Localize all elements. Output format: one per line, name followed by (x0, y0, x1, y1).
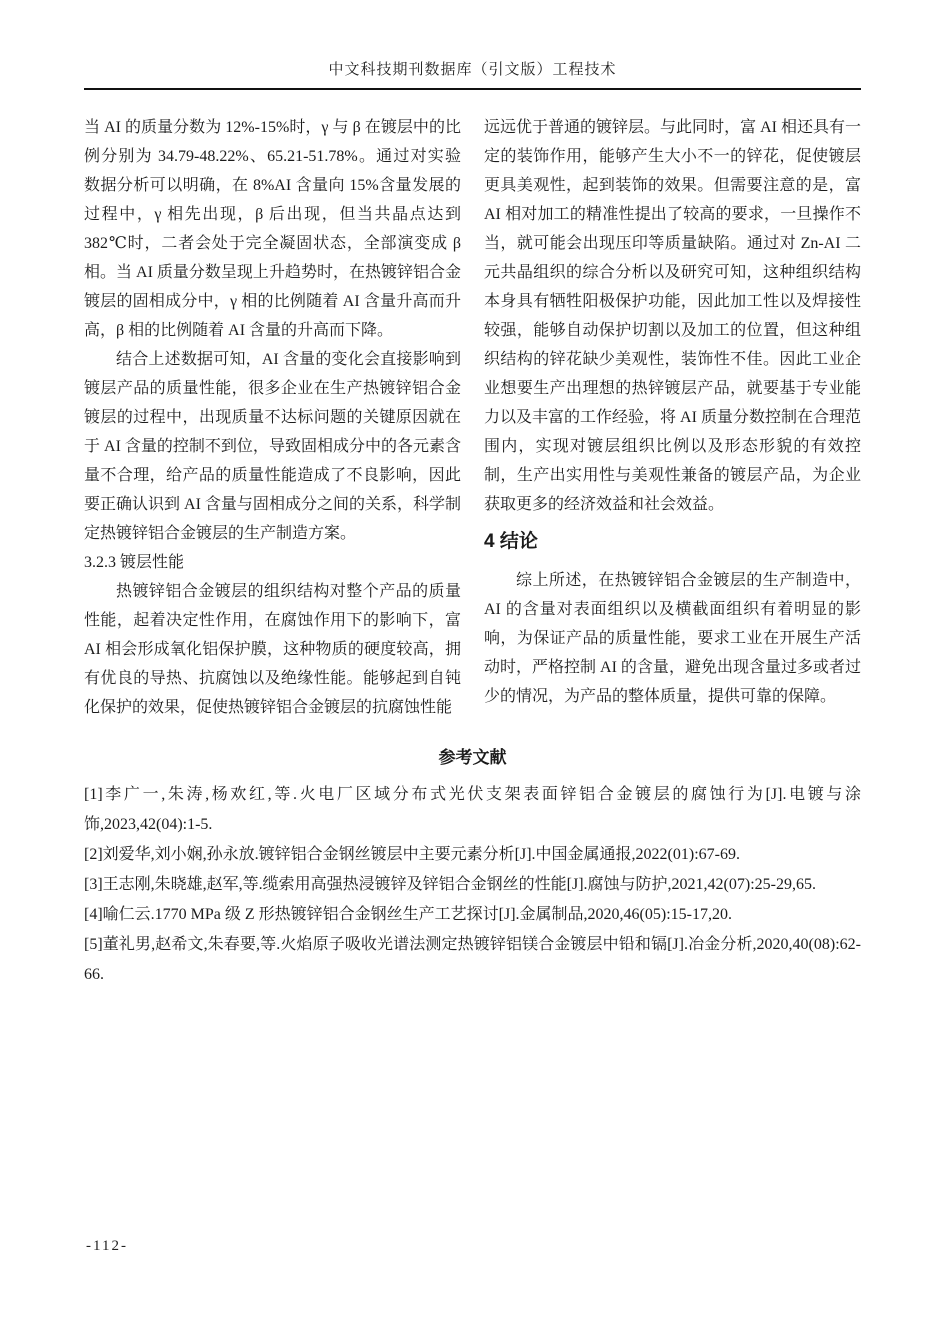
paragraph-continuation: 远远优于普通的镀锌层。与此同时，富 AI 相还具有一定的装饰作用，能够产生大小不一的锌花，促使镀层更具美观性，起到装饰的效果。但需要注意的是，富 AI 相对加工的精准性提出了较高的要求，一旦操作不当，就可能会出现压印等质量缺陷。通过对 Zn-AI 二元共晶组织的综合分析以及研究可知，这种组织结构本身具有牺牲阳极保护功能，因此加工性以及焊接性较强，能够自动保护切割以及加工的位置，但这种组织结构的锌花缺少美观性，装饰性不佳。因此工业企业想要生产出理想的热锌镀层产品，就要基于专业能力以及丰富的工作经验，将 AI 质量分数控制在合理范围内，实现对镀层组织比例以及形态形貌的有效控制，生产出实用性与美观性兼备的镀层产品，为企业获取更多的经济效益和社会效益。 (484, 119, 861, 513)
page-number: -112- (86, 1238, 128, 1254)
reference-item-5: [5]董礼男,赵希文,朱春要,等.火焰原子吸收光谱法测定热镀锌铝镁合金镀层中铅和镉[J].冶金分析,2020,40(08):62-66. (84, 936, 861, 983)
journal-header-title: 中文科技期刊数据库（引文版）工程技术 (328, 62, 617, 78)
references-section (84, 746, 861, 990)
two-column-body (84, 113, 861, 722)
reference-item-1: [1]李广一,朱涛,杨欢红,等.火电厂区域分布式光伏支架表面锌铝合金镀层的腐蚀行为[J].电镀与涂饰,2023,42(04):1-5. (84, 786, 861, 833)
left-column (84, 113, 461, 722)
paragraph-data-summary: 结合上述数据可知，AI 含量的变化会直接影响到镀层产品的质量性能，很多企业在生产热镀锌铝合金镀层的过程中，出现质量不达标问题的关键原因就在于 AI 含量的控制不到位，导致固相成分中的各元素含量不合理，给产品的质量性能造成了不良影响，因此要正确认识到 AI 含量与固相成分之间的关系，科学制定热镀锌铝合金镀层的生产制造方案。 (84, 351, 461, 542)
paragraph-conclusion: 综上所述，在热镀锌铝合金镀层的生产制造中，AI 的含量对表面组织以及横截面组织有着明显的影响，为保证产品的质量性能，要求工业在开展生产活动时，严格控制 AI 的含量，避免出现含量过多或者过少的情况，为产品的整体质量，提供可靠的保障。 (484, 572, 861, 705)
section-heading-3-2-3: 3.2.3 镀层性能 (84, 554, 185, 571)
references-heading: 参考文献 (438, 748, 507, 767)
reference-item-2: [2]刘爱华,刘小娴,孙永放.镀锌铝合金钢丝镀层中主要元素分析[J].中国金属通报,2022(01):67-69. (84, 846, 740, 863)
right-column (484, 113, 861, 722)
reference-item-3: [3]王志刚,朱晓雄,赵军,等.缆索用高强热浸镀锌及锌铝合金钢丝的性能[J].腐蚀与防护,2021,42(07):25-29,65. (84, 876, 816, 893)
section-heading-conclusion: 4 结论 (484, 531, 538, 552)
reference-item-4: [4]喻仁云.1770 MPa 级 Z 形热镀锌铝合金钢丝生产工艺探讨[J].金属制品,2020,46(05):15-17,20. (84, 906, 732, 923)
header-rule (84, 88, 861, 90)
paragraph-coating-performance: 热镀锌铝合金镀层的组织结构对整个产品的质量性能，起着决定性作用，在腐蚀作用下的影响下，富 AI 相会形成氧化铝保护膜，这种物质的硬度较高，拥有优良的导热、抗腐蚀以及绝缘性能。能够起到自钝化保护的效果，促使热镀锌铝合金镀层的抗腐蚀性能 (84, 583, 461, 716)
paragraph-phase-ratio: 当 AI 的质量分数为 12%-15%时，γ 与 β 在镀层中的比例分别为 34.79-48.22%、65.21-51.78%。通过对实验数据分析可以明确，在 8%AI 含量向 15%含量发展的过程中，γ 相先出现，β 后出现，但当共晶点达到 382℃时，二者会处于完全凝固状态，全部演变成 β 相。当 AI 质量分数呈现上升趋势时，在热镀锌铝合金镀层的固相成分中，γ 相的比例随着 AI 含量升高而升高，β 相的比例随着 AI 含量的升高而下降。 (84, 119, 461, 339)
